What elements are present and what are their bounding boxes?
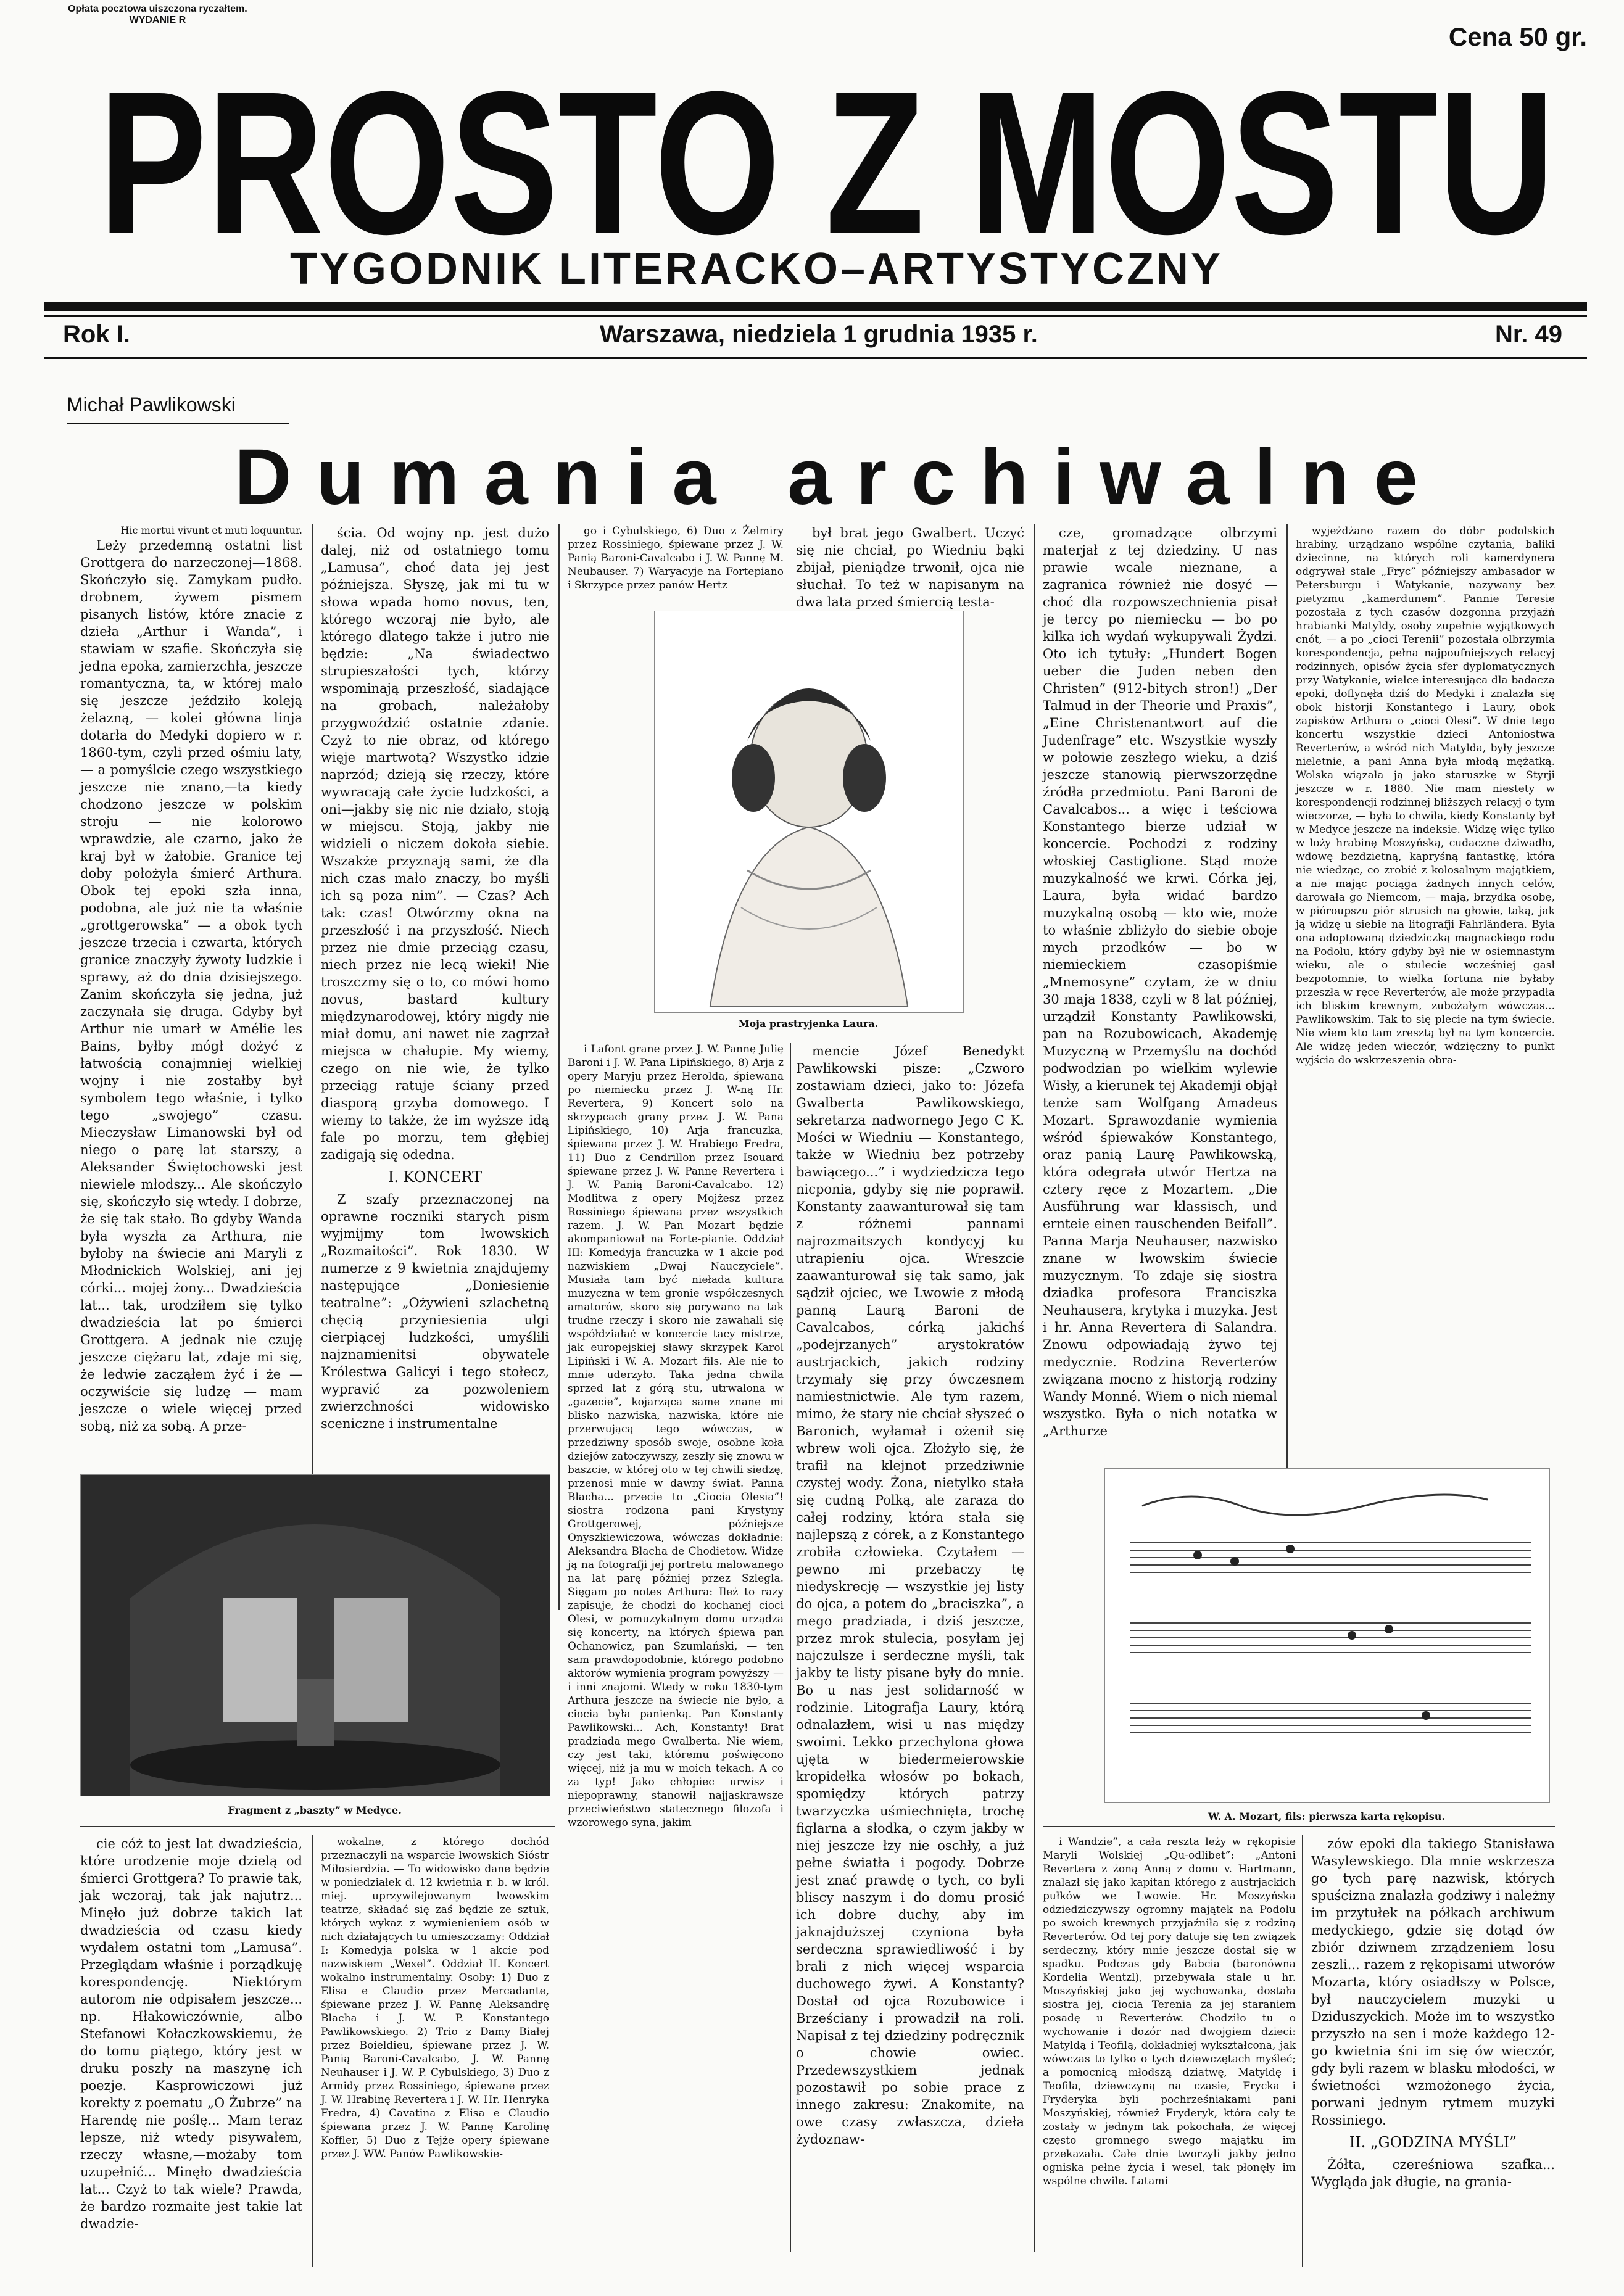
column-4-top <box>796 524 1024 609</box>
issue-number: Nr. 49 <box>1495 321 1562 348</box>
tower-caption: Fragment z „baszty” w Medyce. <box>228 1804 402 1816</box>
column-4-text: był brat jego Gwalbert. Uczyć się nie chciał, po Wiedniu bąki zbijał, pieniądze trwonił, ojca nie słuchał. To też w napisanym na dwa lata przed śmiercią testa- <box>796 526 1024 609</box>
portrait-svg <box>655 611 963 1012</box>
score-svg <box>1105 1469 1549 1802</box>
column-divider <box>790 1043 791 2252</box>
column-2 <box>321 524 549 1610</box>
column-divider <box>558 524 560 1610</box>
section-heading-2: II. „GODZINA MYŚLI” <box>1349 2134 1517 2151</box>
article-headline: Dumania archiwalne <box>234 433 1443 521</box>
column-5 <box>1043 524 1277 1474</box>
column-6-text: wyjeżdżano razem do dóbr podolskich hrabiny, urządzano wspólne czytania, baliki dziecinne, na których roli kamerdynera odgrywał stale „Fryc” późniejszy ambasador w Petersburgu i Watykanie, nazywany bez pietyzmu „kamerdunem”. Pannie Teresie pozostała z tych czasów dozgonna przyjaźń hrabianki Matyldy, osoby zupełnie wyjątkowych cnót, — a po „cioci Terenii” pozostała olbrzymia korespondencja, pełna najpoufniejszych relacyj rodzinnych, opisów życia sfer dyplomatycznych przy Watykanie, wielce interesująca dla badacza epoki, doflynęła dziś do Medyki i znalazła się obok historji Konstantego i Laury, obok zapisków Arthura o „cioci Olesi”. W dnie tego koncertu wszystkie dzieci Antoniostwa Reverterów, a wśród nich Matylda, były jeszcze nieletnie, a pani Anna była młodą mężatką. Wolska wiązała ją jako staruszkę w Styrji jeszcze w r. 1880. Nie mam niestety w korespondencji rodzinnej bliższych relacyj o tym wieczorze, — była to chwila, kiedy Konstanty był w Medyce jeszcze na indeksie. Widzę więc tylko w loży hrabinę Moszyńską, cudaczne dziwadło, wdowę bezdzietną, kapryśną fantastkę, która nie wiedząc, co zrobić z kolosalnym majątkiem, a nie mając pociąga żadnych innych celów, darowała go Niemcom, — mają, brzydką osobę, w pióroupszu piór strusich na głowie, taką, jak ją widzę u siebie na litografji Fahrländera. Była ona adoptowaną dziedziczką magnackiego rodu na Podolu, który gdyby był nie w osiemnastym wieku, ale o stulecie wcześniej gasł bezpotomnie, to wielka fortuna nie byłaby przeszła w ręce Reverterów, ale może przypadła ich bliskim krewnym, zubożałym wówczas... Pawlikowskim. Tak to się plecie na tym świecie. Nie wiem kto tam zresztą był na tym koncercie. Ale widzę jeden wieczór, wdzięczny to punkt wyjścia do wskrzeszenia obra- <box>1296 525 1555 1067</box>
column-3-text: go i Cybulskiego, 6) Duo z Żelmiry przez Rossiniego, śpiewane przez J. W. Panią Baroni-Cavalcabo i J. W. Pannę M. Neubauser. 7) Waryacyje na Fortepiano i Skrzypce przez panów Hertz <box>568 525 784 592</box>
masthead-subtitle: TYGODNIK LITERACKO–ARTYSTYCZNY <box>290 244 1224 294</box>
score-caption: W. A. Mozart, fils: pierwsza karta rękopisu. <box>1208 1811 1445 1822</box>
column-5-text: cze, gromadzące olbrzymi materjał z tej dziedziny. U nas prawie wcale nieznane, a zagranica również nie dosyć — choć dla rozpowszechnienia pisał je tercy po niemiecku — bo po kilka ich wydań wykupywali Żydzi. Oto ich tytuły: „Hundert Bogen ueber die Juden neben den Christen” (912-bitych stron!) „Der Talmud in der Theorie und Praxis”, „Eine Christenantwort auf die Judenfrage” etc. Wszystkie wyszły w połowie zeszłego wieku, a dziś jeszcze stanowią pierwszorzędne źródła przedmiotu. Pani Baroni de Cavalcabos... a więc i teściowa Konstantego bierze udział w koncercie. Pochodzi z rodziny włoskiej Castiglione. Stąd może muzykalność we krwi. Córka jej, Laura, była widać bardzo muzykalną osobą — kto wie, może to właśnie zbliżyło do siebie oboje mych przodków — bo w niemieckiem czasopiśmie „Mnemosyne” czytam, że w dniu 30 maja 1838, czyli w 8 lat później, urządził Konstanty Pawlikowski, pan na Rozubowicach, Akademję Muzyczną w Przemyślu na dochód podwodzian po wielkim wylewie Wisły, a kierunek tej Akademji objął tenże sam Wolfgang Amadeus Mozart. Sprawozdanie wymienia wśród śpiewaków Konstantego, oraz panią Laurę Pawlikowską, która odegrała utwór Hertza na cztery ręce z Mozartem. „Die Ausführung war klassisch, und ernteie einen rauschenden Beifall”. Panna Marja Neuhauser, nazwisko znane w lwowskim świecie muzycznym. To zdaje się siostra dziadka profesora Franciszka Neuhausera, krytyka i muzyka. Jest i hr. Anna Revertera di Salandra. Znowu odpowiadają żywo tej medycznie. Rodzina Reverterów związana mocno z historją rodziny Wandy Monné. Wiem o nich niemal wszystko. Była o nich notatka w „Arthurze <box>1043 526 1277 1439</box>
date-label: Warszawa, niedziela 1 grudnia 1935 r. <box>600 321 1038 348</box>
column-divider <box>1286 524 1288 1474</box>
column-5-lower-text: i Wandzie”, a cała reszta leży w rękopisie Maryli Wolskiej „Qu-odlibet”: „Antoni Revertera z żoną Anną z domu v. Hartmann, znalazł się jako kapitan którego z austrjackich pułków we Lwowie. Hr. Moszyńska odziedziczywszy ogromny majątek na Podolu po swoich krewnych przyjaźniła się z rodziną Reverterów. Od tej pory datuje się ten związek serdeczny, który mnie jeszcze dostał się w spadku. Podczas gdy Babcia (baronówna Kordelia Wentzl), przebywała stale u hr. Moszyńskiej jako jej wychowanka, dostała siostra jej, ciocia Terenia za jej staraniem posadę u Reverterów. Chodziło tu o wychowanie i dozór nad dwojgiem dzieci: Matyldą i Teofilą, dokładniej wykształcona, jak wówczas to tylko o tych dziewczętach myśleć; a pomocnicą młodszą dziatwę, Matyldę i Teofila, dziewczyną na czasie, Frycka i Fryderyka byli pochrześniakami pani Moszyńskiej, również Fryderyk, która cały te zostały w jednym tak pokochała, że więcej często gromnego swego majątku im przekazała. Całe dnie tworzyli jakby jedno ogniska pełne życia i wesel, tak płonęły im wspólne chwile. Latami <box>1043 1836 1296 2187</box>
year-label: Rok I. <box>63 321 130 348</box>
dateline-rule <box>44 357 1587 359</box>
column-2b-text: Z szafy przeznaczonej na oprawne roczniki starych pism wyjmijmy tom lwowskich „Rozmaitości”. Rok 1830. W numerze z 9 kwietnia znajdujemy następujące „Doniesienie teatralne”: „Ożywieni szlachetną chęcią przyniesienia ulgi cierpiącej ludzkości, umyślili najznamienitsi obywatele Królestwa Galicyi i tego stołecz, wypravić za pozwoleniem zwierzchności widowisko sceniczne i instrumentalne <box>321 1192 549 1431</box>
column-2-lower <box>321 1835 549 2267</box>
column-6-end-text: Żółta, czereśniowa szafka... Wygląda jak długie, na grania- <box>1311 2157 1555 2189</box>
column-2-lower-text: wokalne, z którego dochód przeznaczyli na wsparcie lwowskich Sióstr Miłosierdzia. — To widowisko dane będzie w poniedziałek d. 12 kwietnia r. b. w król. miej. uprzywilejowanym lwowskim teatrze, składać się zaś będzie ze sztuk, których wykaz z wymienieniem osób w nich działających tu umieszczamy: Oddział I: Komedyja polska w 1 akcie pod nazwiskiem „Wexel”. Oddział II. Koncert wokalno instrumentalny. Osoby: 1) Duo z Elisa e Claudio przez Mercadante, śpiewane przez J. W. Pannę Aleksandrę Blacha i J. W. P. Konstantego Pawlikowskiego. 2) Trio z Damy Białej przez Boieldieu, śpiewane przez J. W. Panią Baroni-Cavalcabo, J. W. Pannę Neuhauser i J. W. P. Cybulskiego, 3) Duo z Armidy przez Rossiniego, śpiewane przez J. W. Hrabinę Revertera i J. W. Hr. Henryka Fredra, 4) Cavatina z Elisa e Claudio śpiewana przez J. W. Pannę Karolinę Koffler, 5) Duo z Tejże opery śpiewane przez J. WW. Panów Pawlikowskie- <box>321 1836 549 2160</box>
column-1-lower-text: cie cóż to jest lat dwadzieścia, które urodzenie moje dzielą od śmierci Grottgera? To prawie tak, jak wczoraj, tak jak najutrz... Minęło już dobrze takich lat dwadzieścia od czasu kiedy wydałem ostatni tom „Lamusa”. Przeglądam właśnie i porządkuję korespondencję. Niektórym autorom nie odpisałem jeszcze... np. Hłakowiczównie, albo Stefanowi Kołaczkowskiemu, że do tomu piątego, który jest w druku poszły na maszynę ich poezje. Kasprowiczowi już korekty z poematu „O Żubrze” na Harendę nie poślę... Mam teraz lepsze, niż wtedy pisywałem, rzeczy własne,—możaby tom uzupełnić... Minęło dwadzieścia lat... Czyż to tak wiele? Prawda, że bardzo rozmaite jest takie lat dwadzie- <box>80 1836 302 2231</box>
column-4-lower-text: mencie Józef Benedykt Pawlikowski pisze: „Czworo zostawiam dzieci, jako to: Józefa Gwalberta Pawlikowskiego, sekretarza nadwornego Jego C K. Mości w Wiedniu — Konstantego, także w Wiedniu bez potrzeby bawiącego...” i wydziedzicza tego nicponia, gdyby się nie poprawił. Konstanty zaawanturował się tam z różnemi pannami najrozmaitszych kondycyj ku utrapieniu ojca. Wreszcie zaawanturował się tak samo, jak sądził ojciec, we Lwowie z młodą panną Laurą Baroni de Cavalcabos, córką jakichś „podejrzanych” arystokratów austrjackich, jakich rodziny trzymały się przy ówczesnem namiestnictwie. Ale tym razem, mimo, że stary nie chciał słyszeć o Baronich, wyłamał i ożenił się wbrew woli ojca. Złożyło się, że trafił na klejnot przedziwnie czystej wody. Żona, nietylko stała się cudną Polką, ale zaraza do całej rodziny, która stała się najlepszą z córek, a z Konstantego zrobiła człowieka. Czytałem — pewno mi przebaczy tę niedyskrecję — wszystkie jej listy do ojca, a potem do „braciszka”, a mego pradziada, i dziś jeszcze, przez mrok stulecia, posyłam jej najczulsze i serdeczne myśli, tak jakby te listy pisane były do mnie. Bo u nas jest solidarność w rodzinie. Litografja Laury, którą odnalazłem, wisi u nas między swoimi. Lekko przechylona głowa ujęta w biedermeierowskie kropidełka włosów po bokach, spomiędzy których patrzy twarzyczka uśmiechnięta, trochę figlarna a słodka, o czym jakby w niej jeszcze łzy nie oschły, a już pełne światła i pogody. Dobrze jest znać prawdę o tych, co byli bliscy naszym i do domu prosić ich dobre duchy, aby im jaknajduższej czyniona była serdeczna sprawiedliwość i by brali z nich więcej wsparcia duchowego żywi. A Konstanty? Dostał od ojca Rozubowice i Brześciany i prowadził na roli. Napisał z tej dziedziny podręcznik o chowie owiec. Przedewszystkiem jednak pozostawił po sobie prace z innego zakresu: Znakomite, na owe czasy zwłaszcza, dzieła żydoznaw- <box>796 1044 1024 2147</box>
price-label: Cena 50 gr. <box>1448 22 1587 51</box>
tower-svg <box>81 1475 550 1796</box>
column-divider <box>312 1835 313 2267</box>
header-rule-thin <box>44 315 1587 317</box>
article-author: Michał Pawlikowski <box>67 394 236 416</box>
portrait-image <box>654 611 964 1013</box>
column-6 <box>1296 524 1555 1474</box>
column-3-lower-text: i Lafont grane przez J. W. Pannę Julię Baroni i J. W. Pana Lipińskiego, 8) Arja z opery Maryju przez Herolda, śpiewana po niemiecku przez J. W-ną Hr. Revertera, 9) Koncert solo na skrzypcach grany przez J. W. Pana Lipińskiego, 10) Arja francuzka, śpiewana przez J. W. Hrabiego Fredra, 11) Duo z Cendrillon przez Isouard śpiewane przez J. W. Pannę Revertera i J. W. Panią Baroni-Cavalcabo. 12) Modlitwa z opery Mojżesz przez Rossiniego śpiewana przez wszystkich razem. J. W. Pan Mozart będzie akompaniował na Forte-pianie. Oddział III: Komedyja francuzka w 1 akcie pod nazwiskiem „Dwaj Nauczyciele”. Musiała tam być niełada kultura muzyczna w tem gronie współczesnych amatorów, skoro się porywano na tak trudne rzeczy i skoro nie zawahali się współdziałać w koncercie tacy mistrze, jak europejskiej sławy skrzypek Karol Lipiński i W. A. Mozart fils. Ale nie to mnie uderzyło. Taka jedna chwila sprzed lat z górą stu, utrwalona w „gazecie”, kojarząca same znane mi blisko nazwiska, nazwiska, które nie przerwującą tego wówczas, w przedziwny sposób swoje, osobne koła dziejów zatoczywszy, zeszły się znowu w baszcie, w której oto w tej chwili siedzę, przenosi mnie w dawny świat. Panna Blacha... przecie to „Ciocia Olesia”! siostra rodzona pani Krystyny Grottgerowej, późniejsze Onyszkiewiczowa, wówczas dokładnie: Aleksandra Blacha de Chodietow. Widzę ją na fotografji jej portretu malowanego na lat parę później przez Szlegla. Sięgam po notes Arthura: Ileż to razy zapisuje, że chodzi do kochanej cioci Olesi, w pomuzykalnym domu urządza się koncerty, na których śpiewa pan Ochanowicz, pan Szumlański, — ten sam prawdopodobnie, którego podobno aktorów wymienia program powyższy — i inni znajomi. Wtedy w roku 1830-tym Arthura jeszcze na świecie nie było, a ciocia była panienką. Pan Konstanty Pawlikowski... Ach, Konstanty! Brat pradziada mego Gwalberta. Nie wiem, czy jest taki, któremu poświęcono więcej, niż ja mu w moich tekach. A co za typ! Jako chłopiec urwisz i niepoprawny, stanowił najjaskrawsze przeciwieństwo statecznego filozofa i wzorowego syna, jakim <box>568 1043 784 1829</box>
section-heading-1: I. KONCERT <box>387 1168 483 1186</box>
section-rule <box>80 1826 555 1827</box>
column-4 <box>796 1043 1024 2252</box>
column-2-text: ścia. Od wojny np. jest dużo dalej, niż od ostatniego tomu „Lamusa”, choć data jej jest późniejsza. Słyszę, jak mi tu w słowa wpada homo novus, ten, którego wczoraj nie było, ale którego dlatego także i jutro nie będzie: „Na świadectwo strupieszałości tych, którzy wspominają przeszłość, siadające na grobach, należałoby przygwoździć ostatnie zdanie. Czyż to nie obraz, od którego więje martwotą? Wszystko idzie naprzód; dzieją się rzeczy, które wywracają całe życie ludzkości, a oni—jakby się nic nie działo, stoją w miejscu. Stoją, jakby nie widzieli o niczem dokoła siebie. Wszakże przyznają sami, że dla nich czas mało znaczy, bo myśli ich są poza nim”. — Czas? Ach tak: czas! Otwórzmy okna na przeszłość i na przyszłość. Niech przez nie dmie przeciąg czasu, niech przez nie lecą wieki! Nie troszczmy się o to, co mówi homo novus, bastard kultury międzynarodowej, który nigdy nie miał domu, ani nawet nie zagrzał miejsca w chałupie. My wiemy, czego on nie wie, że tylko przeciąg ratuje ściany przed diasporą grzyba domowego. I wiemy to także, że im wyższe idą fale po morzu, tem głębiej zadigają się odedna. <box>321 526 549 1162</box>
header-rule <box>44 302 1587 311</box>
column-1-text: Leży przedemną ostatni list Grottgera do narzeczonej—1868. Skończyło się. Zamykam pudło. drobnem, żywem pismem pisanych listów, które znacie z dzieła „Arthur i Wanda”, i stawiam w szafie. Skończyła się jedna epoka, zamierzchła, jeszcze romantyczna, ta, w której mało się jeszcze jeździło koleją żelazną, — kolei główna linja dotarła do Medyki dopiero w r. 1860-tym, czyli przed ośmiu laty, — a pomyślcie czego wszystkiego jeszcze nie znano,—ta kiedy chodzono jeszcze w polskim stroju — nie kolorowo wprawdzie, ale czarno, jako że kraj był w żałobie. Granice tej doby położyła śmierć Arthura. Obok tej epoki szła inna, podobna, ale już nie ta właśnie „grottgerowska” — a obok tych jeszcze trzecia i czwarta, których granice znaczyły żywoty ludzkie i sprawy, aż do dnia dzisiejszego. Zanim skończyła się jedna, już zaczynała się druga. Gdyby był Arthur nie umarł w Amélie les Bains, byłby mógł dożyć z łatwością conajmniej wielkiej wojny i nie zostałby był symbolem tego właśnie, i tylko tego „swojego” czasu. Mieczysław Limanowski był od niego o parę lat starszy, a Aleksander Świętochowski jest niewiele młodszy... Ale skończyło się, skończyło się wtedy. I dobrze, że się tak stało. Bo gdyby Wanda była wyszła za Arthura, nie byłoby na świecie ani Maryli z Młodnickich Wolskiej, ani jej córki... mojej żony... Dwadzieścia lat... tak, urodziłem się tylko dwadzieścia lat po śmierci Grottgera. A jednak nie czuję jeszcze ciężaru lat, zdaje mi się, że ledwie zacząłem żyć i że — oczywiście się ludzę — mam jeszcze o wiele więcej przed sobą, niż za sobą. A prze- <box>80 538 302 1434</box>
edition-line: WYDANIE R <box>129 15 186 25</box>
tower-image <box>80 1474 550 1796</box>
column-5-lower <box>1043 1835 1296 2267</box>
column-divider <box>1034 524 1035 2252</box>
column-6-lower <box>1311 1835 1555 2267</box>
column-divider <box>312 524 313 1610</box>
dateline <box>44 321 1587 358</box>
article-motto: Hic mortui vivunt et muti loquuntur. <box>120 524 302 536</box>
score-image <box>1104 1468 1550 1803</box>
postage-note <box>68 4 247 26</box>
column-3-top <box>568 524 784 598</box>
column-6-lower-text: zów epoki dla takiego Stanisława Wasylewskiego. Dla mnie wskrzesza go tych parę nazwisk, których spuścizna znalazła godziwy i należny im przytułek na półkach archiwum medyckiego, gdzie się dotąd ów zbiór dziwnem zrządzeniem losu zeszli... razem z rękopisami utworów Mozarta, który osiadłszy w Polsce, był nauczycielem muzyki u Dziduszyckich. Może im to wszystko przyszło na sen i może każdego 12-go kwietnia śni im się ów wieczór, gdy byli razem w blasku młodości, w świetności wzmożonego życia, porwani jednym rytmem muzyki Rossiniego. <box>1311 1836 1555 2128</box>
postage-line: Opłata pocztowa uiszczona ryczałtem. <box>68 4 247 14</box>
portrait-caption: Moja prastryjenka Laura. <box>738 1018 879 1030</box>
column-divider <box>1302 1835 1303 2267</box>
column-3 <box>568 1043 784 2252</box>
column-1-lower <box>80 1835 302 2267</box>
section-rule <box>1043 1826 1555 1827</box>
masthead-title: PROSTO Z MOSTU <box>99 49 1555 276</box>
author-underline <box>67 423 289 424</box>
